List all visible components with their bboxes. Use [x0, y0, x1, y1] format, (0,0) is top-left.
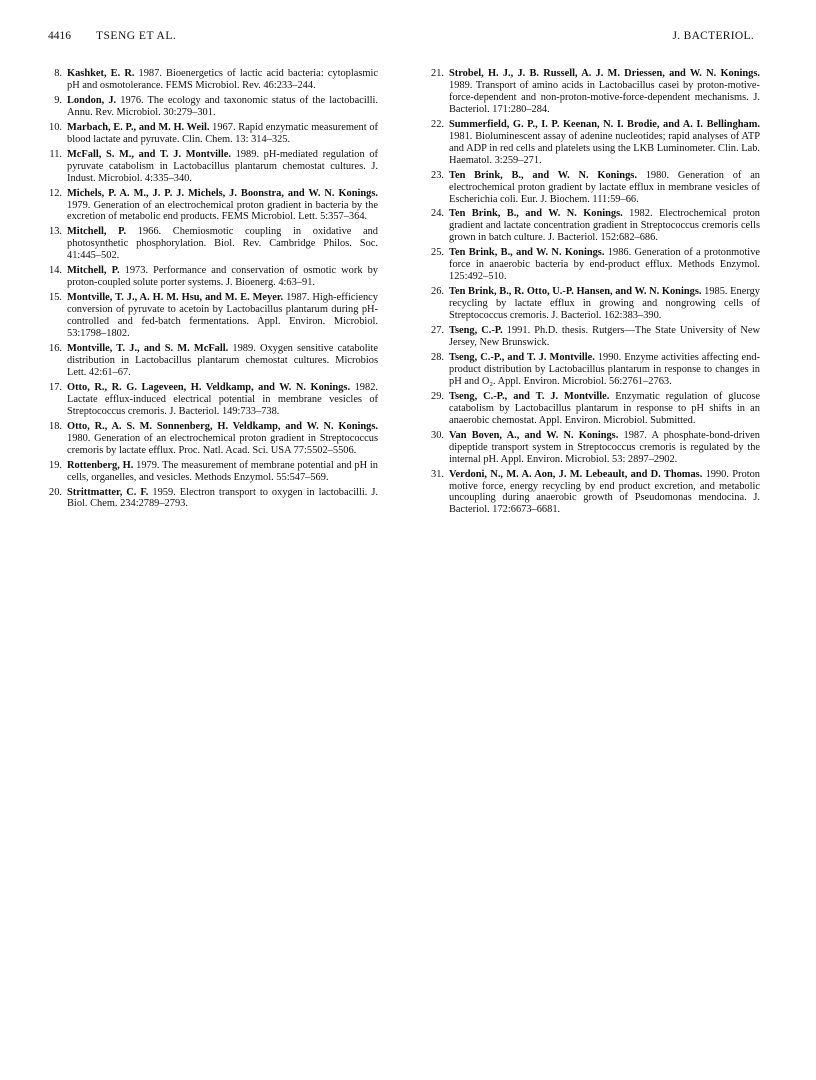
reference-text: 1980. Generation of an electrochemical proton gradient by lactate efflux in membrane vesicles of Escherichia coli. Eur. J. Biochem. 111:59–66. [449, 169, 760, 205]
reference-text: 1976. The ecology and taxonomic status of the lactobacilli. Annu. Rev. Microbiol. 30:279–301. [67, 94, 378, 118]
reference-entry [48, 343, 378, 379]
reference-authors: Montville, T. J., A. H. M. Hsu, and M. E. Meyer. [67, 292, 284, 304]
reference-entry [430, 286, 760, 322]
reference-text: 1985. Energy recycling by lactate efflux in growing and nongrowing cells of Streptococcus cremoris. J. Bacteriol. 162:383–390. [449, 286, 760, 322]
reference-authors: Verdoni, N., M. A. Aon, J. M. Lebeault, and D. Thomas. [449, 468, 703, 480]
reference-entry [430, 68, 760, 116]
reference-text: 1987. Bioenergetics of lactic acid bacteria: cytoplasmic pH and osmotolerance. FEMS Microbiol. Rev. 46:233–244. [67, 68, 378, 91]
reference-entry [430, 208, 760, 244]
reference-authors: Ten Brink, B., and W. N. Konings. [449, 169, 637, 181]
reference-entry [48, 68, 378, 92]
reference-number: 9. [54, 94, 62, 106]
reference-number: 19. [49, 459, 62, 471]
reference-number: 22. [431, 118, 444, 130]
reference-entry [430, 325, 760, 349]
reference-number: 8. [54, 68, 62, 79]
reference-text: 1981. Bioluminescent assay of adenine nucleotides; rapid analyses of ATP and ADP in red cells and platelets using the LKB Luminometer. Clin. Lab. Haematol. 3:259–271. [449, 130, 760, 166]
reference-number: 31. [431, 468, 444, 480]
reference-entry [430, 119, 760, 167]
reference-text: 1990. Enzyme activities affecting end-product distribution by Lactobacillus plantarum in response to changes in pH and O₂. Appl. Environ. Microbiol. 56:2761–2763. [449, 351, 760, 387]
reference-number: 21. [431, 68, 444, 79]
reference-entry [48, 122, 378, 146]
reference-entry [48, 460, 378, 484]
reference-authors: Otto, R., A. S. M. Sonnenberg, H. Veldkamp, and W. N. Konings. [67, 420, 378, 432]
reference-text: 1982. Electrochemical proton gradient and lactate concentration gradient in Streptococcus cremoris cells grown in batch culture. J. Bacteriol. 152:682–686. [449, 208, 760, 244]
reference-authors: Strittmatter, C. F. [67, 486, 149, 498]
reference-number: 29. [431, 390, 444, 402]
reference-entry [430, 247, 760, 283]
reference-text: 1967. Rapid enzymatic measurement of blood lactate and pyruvate. Clin. Chem. 13: 314–325. [67, 121, 378, 145]
reference-authors: Mitchell, P. [67, 265, 120, 277]
references-right-column [430, 68, 760, 519]
reference-number: 17. [49, 381, 62, 393]
reference-authors: Rottenberg, H. [67, 459, 134, 471]
reference-entry [48, 382, 378, 418]
reference-number: 28. [431, 351, 444, 363]
reference-number: 16. [49, 343, 62, 355]
journal-name: J. BACTERIOL. [672, 30, 754, 42]
reference-authors: Montville, T. J., and S. M. McFall. [67, 343, 229, 355]
reference-number: 13. [49, 226, 62, 238]
reference-text: 1990. Proton motive force, energy recycling by end product excretion, and metabolic uncoupling during anaerobic growth of Pseudomonas mendocina. J. Bacteriol. 172:6673–6681. [449, 468, 760, 516]
reference-entry [48, 292, 378, 340]
reference-text: 1991. Ph.D. thesis. Rutgers—The State University of New Jersey, New Brunswick. [449, 325, 760, 349]
reference-authors: Tseng, C.-P., and T. J. Montville. [449, 351, 595, 363]
reference-text: 1973. Performance and conservation of osmotic work by proton-coupled solute porter systems. J. Bioenerg. 4:63–91. [67, 265, 378, 289]
reference-number: 12. [49, 187, 62, 199]
reference-entry [48, 487, 378, 511]
reference-number: 24. [431, 208, 444, 220]
reference-text: Enzymatic regulation of glucose catabolism by Lactobacillus plantarum in response to pH shifts in an anaerobic chemostat. Appl. Environ. Microbiol. Submitted. [449, 390, 761, 426]
reference-entry [430, 170, 760, 206]
reference-authors: Ten Brink, B., R. Otto, U.-P. Hansen, and W. N. Konings. [449, 286, 702, 298]
reference-entry [48, 188, 378, 224]
reference-authors: Tseng, C.-P., and T. J. Montville. [449, 390, 610, 402]
reference-number: 25. [431, 247, 444, 259]
reference-text: 1966. Chemiosmotic coupling in oxidative and photosynthetic phosphorylation. Biol. Rev. Cambridge Philos. Soc. 41:445–502. [67, 226, 379, 262]
reference-text: 1980. Generation of an electrochemical proton gradient in Streptococcus cremoris by lactate efflux. Proc. Natl. Acad. Sci. USA 77:5502–5506. [67, 432, 378, 456]
reference-number: 26. [431, 286, 444, 298]
reference-authors: Kashket, E. R. [67, 68, 135, 79]
reference-number: 30. [431, 429, 444, 441]
reference-entry [430, 391, 760, 427]
reference-number: 23. [431, 169, 444, 181]
running-authors: TSENG ET AL. [96, 30, 177, 42]
reference-entry [48, 149, 378, 185]
references-left-column [48, 68, 378, 513]
reference-number: 27. [431, 325, 444, 337]
reference-text: 1986. Generation of a protonmotive force in anaerobic bacteria by end-product efflux. Methods Enzymol. 125:492–510. [449, 247, 761, 283]
reference-text: 1979. The measurement of membrane potential and pH in cells, organelles, and vesicles. Methods Enzymol. 55:547–569. [67, 459, 379, 483]
reference-authors: Strobel, H. J., J. B. Russell, A. J. M. Driessen, and W. N. Konings. [449, 68, 760, 79]
reference-entry [48, 95, 378, 119]
reference-entry [48, 265, 378, 289]
reference-text: 1987. A phosphate-bond-driven dipeptide transport system in Streptococcus cremoris is regulated by the internal pH. Appl. Environ. Microbiol. 53: 2897–2902. [449, 429, 760, 465]
reference-authors: Otto, R., R. G. Lageveen, H. Veldkamp, and W. N. Konings. [67, 381, 351, 393]
reference-text: 1989. Transport of amino acids in Lactobacillus casei by proton-motive-force-dependent and non-proton-motive-force-dependent mechanisms. J. Bacteriol. 171:280–284. [449, 79, 760, 115]
reference-text: 1989. pH-mediated regulation of pyruvate catabolism in Lactobacillus plantarum chemostat cultures. J. Indust. Microbiol. 4:335–340. [67, 148, 379, 184]
reference-authors: Summerfield, G. P., I. P. Keenan, N. I. Brodie, and A. I. Bellingham. [449, 118, 760, 130]
reference-number: 14. [49, 265, 62, 277]
reference-entry [48, 421, 378, 457]
reference-number: 18. [49, 420, 62, 432]
reference-number: 10. [49, 121, 62, 133]
reference-authors: McFall, S. M., and T. J. Montville. [67, 148, 232, 160]
reference-authors: Van Boven, A., and W. N. Konings. [449, 429, 619, 441]
reference-text: 1989. Oxygen sensitive catabolite distribution in Lactobacillus plantarum chemostat cultures. Microbios Lett. 42:61–67. [67, 343, 378, 378]
reference-text: 1987. High-efficiency conversion of pyruvate to acetoin by Lactobacillus plantarum during pH-controlled and fed-batch fermentations. Appl. Environ. Microbiol. 53:1798–1802. [67, 292, 378, 340]
reference-authors: Ten Brink, B., and W. N. Konings. [449, 247, 605, 259]
reference-text: 1979. Generation of an electrochemical proton gradient in bacteria by the excretion of metabolic end products. FEMS Microbiol. Lett. 5:357–364. [67, 199, 378, 223]
reference-entry [430, 469, 760, 517]
reference-entry [430, 352, 760, 388]
reference-authors: Marbach, E. P., and M. H. Weil. [67, 121, 210, 133]
reference-entry [430, 430, 760, 466]
reference-authors: Tseng, C.-P. [449, 325, 503, 337]
page-number: 4416 [48, 30, 71, 42]
reference-number: 15. [49, 292, 62, 304]
running-header [48, 30, 754, 48]
reference-number: 20. [49, 486, 62, 498]
reference-authors: Mitchell, P. [67, 226, 127, 238]
reference-text: 1982. Lactate efflux-induced electrical potential in membrane vesicles of Streptococcus cremoris. J. Bacteriol. 149:733–738. [67, 381, 378, 417]
reference-entry [48, 226, 378, 262]
reference-authors: London, J. [67, 94, 117, 106]
reference-authors: Ten Brink, B., and W. N. Konings. [449, 208, 623, 220]
reference-number: 11. [49, 148, 62, 160]
reference-text: 1959. Electron transport to oxygen in lactobacilli. J. Biol. Chem. 234:2789–2793. [67, 486, 378, 510]
reference-authors: Michels, P. A. M., J. P. J. Michels, J. Boonstra, and W. N. Konings. [67, 187, 378, 199]
